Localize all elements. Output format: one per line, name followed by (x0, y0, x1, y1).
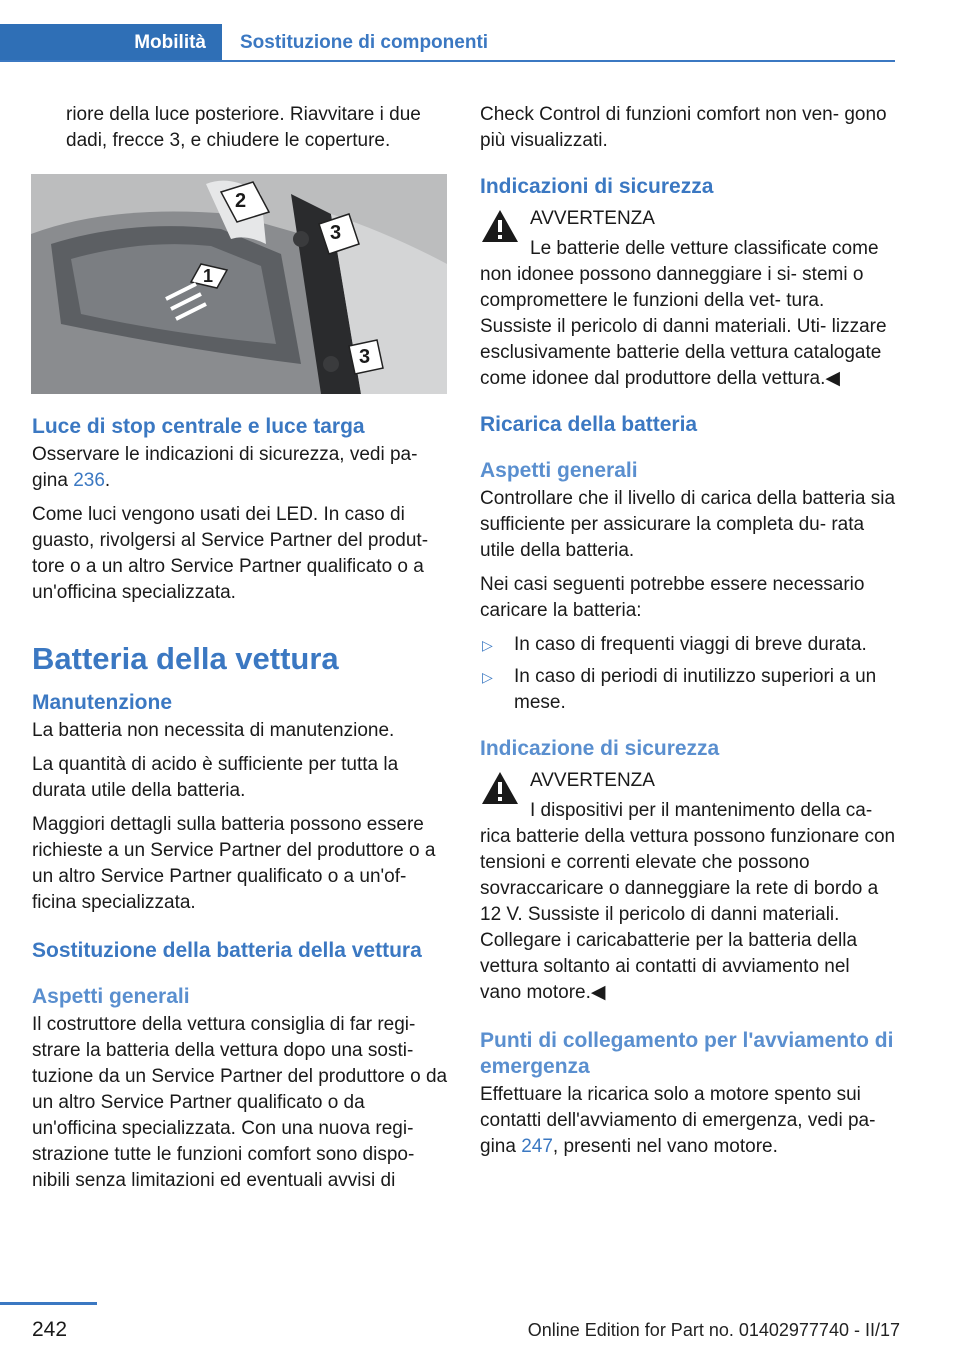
bullet-list (480, 632, 896, 716)
chapter-tab[interactable]: Mobilità (0, 24, 222, 62)
paragraph: Come luci vengono usati dei LED. In caso di guasto, rivolgersi al Service Partner del produt‐ tore o a un altro Service Partner qualificato o a un'officina specializzata. (32, 504, 429, 603)
heading-battery-charging: Ricarica della batteria (480, 413, 698, 436)
paragraph: Controllare che il livello di carica della batteria sia sufficiente per assicurare la completa du‐ rata utile della batteria. (480, 488, 896, 561)
warning-text: Le batterie delle vetture classificate come non idonee possono danneggiare i si‐ stemi o compromettere le funzioni della vet‐ tura. Sussiste il pericolo di danni materiali. Uti‐ lizzare esclusivamente batterie della vettura catalogate come idonee dal produttore della vettura.◀ (480, 238, 887, 389)
heading-safety-notes: Indicazioni di sicurezza (480, 175, 714, 198)
warning-block (480, 206, 896, 392)
warning-block (480, 768, 896, 1006)
page-number: 242 (32, 1318, 68, 1341)
figure-label-3b: 3 (359, 346, 371, 368)
tail-light-figure (31, 174, 447, 394)
heading-battery-replacement: Sostituzione della batteria della vettura (32, 939, 422, 962)
warning-triangle-icon (480, 208, 520, 244)
paragraph: Maggiori dettagli sulla batteria possono essere richieste a un Service Partner del produttore o a un altro Service Partner qualificato o a un'of‐ ficina specializzata. (32, 814, 436, 913)
heading-jump-start-points: Punti di collegamento per l'avviamento di emergenza (480, 1029, 894, 1078)
bullet-arrow-icon: ▷ (482, 669, 493, 685)
warning-title: AVVERTENZA (530, 208, 655, 229)
figure-label-3: 3 (330, 222, 342, 244)
paragraph: La quantità di acido è sufficiente per tutta la durata utile della batteria. (32, 754, 399, 801)
bullet-arrow-icon: ▷ (482, 637, 493, 653)
left-column (32, 102, 448, 1202)
list-item: ▷ In caso di frequenti viaggi di breve durata. (480, 632, 896, 658)
heading-stop-light: Luce di stop centrale e luce targa (32, 415, 365, 438)
page-link-236[interactable]: 236 (73, 470, 105, 491)
heading-general-aspects: Aspetti generali (32, 985, 190, 1008)
heading-battery: Batteria della vettura (32, 641, 339, 676)
section-tab[interactable]: Sostituzione di componenti (240, 32, 489, 53)
paragraph: Check Control di funzioni comfort non ven‐ gono più visualizzati. (480, 104, 887, 151)
figure-label-2: 2 (235, 190, 247, 212)
paragraph: Il costruttore della vettura consiglia di far regi‐ strare la batteria della vettura dopo una sosti‐ tuzione da un Service Partner del produttore o da un altro Service Partner qualificato o da un'officina specializzata. Con una nuova regi‐ strazione tutte le funzioni comfort sono dispo‐ nibili senza limitazioni ed eventuali avvisi di (32, 1014, 448, 1191)
paragraph: riore della luce posteriore. Riavvitare i due dadi, frecce 3, e chiudere le coperture. (66, 104, 421, 151)
page-link-247[interactable]: 247 (521, 1136, 553, 1157)
right-column (480, 102, 896, 1168)
warning-triangle-icon (480, 770, 520, 806)
edition-note: Online Edition for Part no. 01402977740 - II/17 (527, 1320, 900, 1340)
paragraph: Effettuare la ricarica solo a motore spento sui contatti dell'avviamento di emergenza, vedi pa‐ gina 247, presenti nel vano motore. (480, 1084, 876, 1157)
header-rule (0, 60, 895, 62)
paragraph: La batteria non necessita di manutenzione. (32, 720, 395, 741)
heading-maintenance: Manutenzione (32, 691, 172, 714)
warning-text: I dispositivi per il mantenimento della ca‐ rica batterie della vettura possono funzionare con tensioni e correnti elevate che possono sovraccaricare o danneggiare la rete di bordo a 12 V. Sussiste il pericolo di danni materiali. Collegare i caricabatterie per la batteria della vettura soltanto ai contatti di avviamento nel vano motore.◀ (480, 800, 896, 1003)
page-header (0, 24, 895, 62)
heading-safety-note: Indicazione di sicurezza (480, 737, 720, 760)
paragraph: Osservare le indicazioni di sicurezza, vedi pa‐ gina 236. (32, 444, 418, 491)
warning-title: AVVERTENZA (530, 770, 655, 791)
figure-label-1: 1 (203, 266, 214, 286)
paragraph: Nei casi seguenti potrebbe essere necessario caricare la batteria: (480, 574, 865, 621)
heading-general-aspects: Aspetti generali (480, 459, 638, 482)
list-item: ▷ In caso di periodi di inutilizzo superiori a un mese. (482, 666, 877, 713)
footer-rule (0, 1302, 97, 1305)
